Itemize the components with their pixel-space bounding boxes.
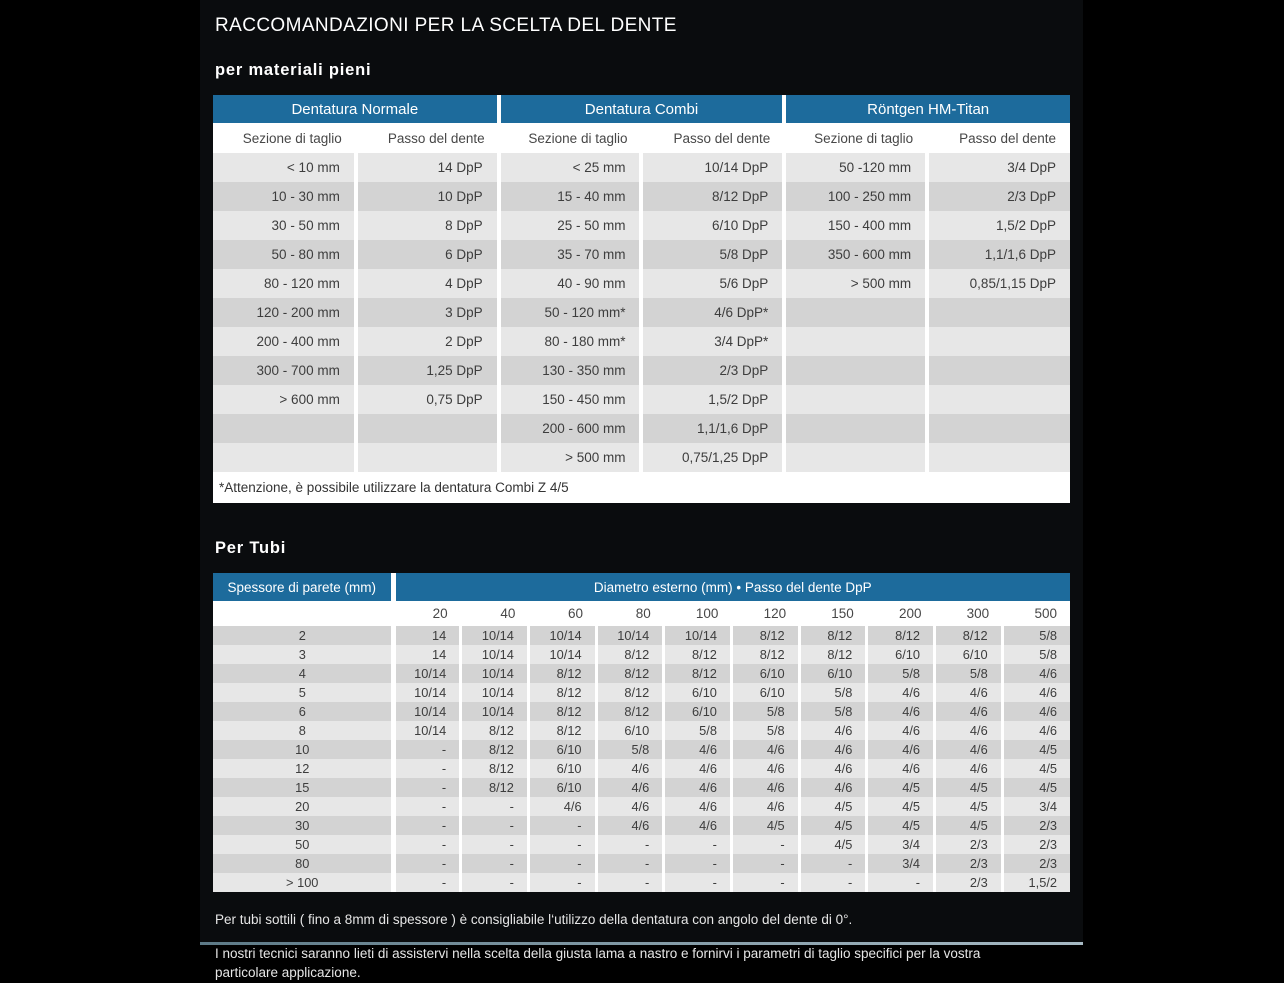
tooth-pitch-cell: 4/5 <box>935 816 1003 835</box>
tube-table-row <box>213 835 1070 854</box>
tooth-pitch-cell: 2/3 <box>935 873 1003 892</box>
wall-thickness-cell: 15 <box>213 778 393 797</box>
wall-thickness-cell: 8 <box>213 721 393 740</box>
tooth-pitch-cell: 5/8 <box>799 702 867 721</box>
tooth-pitch-cell: - <box>731 835 799 854</box>
solid-table-cell: 6/10 DpP <box>641 211 784 240</box>
tooth-pitch-cell: 8/12 <box>731 645 799 664</box>
tooth-pitch-cell: 8/12 <box>867 626 935 645</box>
group-header-roentgen-hm-titan: Röntgen HM-Titan <box>784 95 1070 123</box>
solid-table-cell: 150 - 450 mm <box>499 385 642 414</box>
section-title-tubes: Per Tubi <box>215 539 287 557</box>
solid-table-cell: 80 - 120 mm <box>213 269 356 298</box>
column-header: Passo del dente <box>356 123 499 153</box>
solid-table-cell <box>784 356 927 385</box>
tooth-pitch-cell: 10/14 <box>528 626 596 645</box>
solid-table-cell: 1,1/1,6 DpP <box>641 414 784 443</box>
tooth-pitch-cell: 8/12 <box>799 645 867 664</box>
tooth-pitch-cell: - <box>664 854 732 873</box>
solid-table-row <box>213 385 1070 414</box>
note-contact: I nostri tecnici saranno lieti di assistervi nella scelta della giusta lama a nastro e fornirvi i parametri di taglio specifici per la vostra particolare applicazione. <box>215 945 981 980</box>
solid-table-cell: 0,75/1,25 DpP <box>641 443 784 472</box>
tooth-pitch-cell: 8/12 <box>731 626 799 645</box>
solid-table-row <box>213 443 1070 472</box>
tooth-pitch-cell: 8/12 <box>528 683 596 702</box>
tooth-pitch-cell: 8/12 <box>596 683 664 702</box>
solid-table-cell <box>784 298 927 327</box>
solid-table-cell: 0,85/1,15 DpP <box>927 269 1070 298</box>
tube-table-row <box>213 721 1070 740</box>
solid-table-cell <box>784 327 927 356</box>
diameter-header-cell: 120 <box>731 601 799 626</box>
tooth-pitch-cell: - <box>393 835 461 854</box>
group-header-dentatura-normale: Dentatura Normale <box>213 95 499 123</box>
tooth-pitch-cell: - <box>461 854 529 873</box>
tooth-pitch-cell: - <box>393 816 461 835</box>
tooth-pitch-cell: 4/5 <box>799 816 867 835</box>
tooth-pitch-cell: 4/6 <box>596 778 664 797</box>
tooth-pitch-cell: - <box>664 835 732 854</box>
tooth-pitch-cell: - <box>799 854 867 873</box>
solid-table-cell: 1,25 DpP <box>356 356 499 385</box>
solid-table-row <box>213 153 1070 182</box>
solid-table-cell: 40 - 90 mm <box>499 269 642 298</box>
outer-diameter-header: Diametro esterno (mm) • Passo del dente DpP <box>393 573 1070 601</box>
tooth-pitch-cell: - <box>461 816 529 835</box>
tooth-pitch-cell: - <box>867 873 935 892</box>
wall-thickness-cell: 20 <box>213 797 393 816</box>
tube-table-header-row <box>213 573 1070 601</box>
tooth-pitch-cell: 8/12 <box>664 645 732 664</box>
solid-table-cell: 6 DpP <box>356 240 499 269</box>
tooth-pitch-cell: 4/5 <box>867 778 935 797</box>
tooth-pitch-cell: - <box>461 835 529 854</box>
solid-table-cell: 50 -120 mm <box>784 153 927 182</box>
solid-table-cell: 25 - 50 mm <box>499 211 642 240</box>
tooth-pitch-cell: 4/6 <box>1002 683 1070 702</box>
wall-thickness-cell: 50 <box>213 835 393 854</box>
solid-table-row <box>213 240 1070 269</box>
tooth-pitch-cell: 4/6 <box>1002 664 1070 683</box>
tooth-pitch-cell: 4/5 <box>867 816 935 835</box>
solid-table-cell: > 500 mm <box>784 269 927 298</box>
column-header: Passo del dente <box>927 123 1070 153</box>
diameter-header-cell: 80 <box>596 601 664 626</box>
tooth-pitch-cell: 8/12 <box>596 664 664 683</box>
wall-thickness-cell: 3 <box>213 645 393 664</box>
tube-table-diameter-row <box>213 601 1070 626</box>
solid-table-cell <box>927 327 1070 356</box>
tooth-pitch-cell: - <box>461 873 529 892</box>
tooth-pitch-cell: 5/8 <box>1002 626 1070 645</box>
tooth-pitch-cell: - <box>799 873 867 892</box>
solid-table-cell: 0,75 DpP <box>356 385 499 414</box>
solid-table-row <box>213 327 1070 356</box>
solid-table-cell: 8 DpP <box>356 211 499 240</box>
tooth-pitch-cell: - <box>393 873 461 892</box>
tooth-pitch-cell: 5/8 <box>731 721 799 740</box>
solid-table-cell: > 600 mm <box>213 385 356 414</box>
tube-table-row <box>213 683 1070 702</box>
tooth-pitch-cell: 6/10 <box>528 759 596 778</box>
tube-table-row <box>213 626 1070 645</box>
tooth-pitch-cell: 4/6 <box>935 702 1003 721</box>
tooth-pitch-cell: 5/8 <box>1002 645 1070 664</box>
solid-table-cell: 2/3 DpP <box>927 182 1070 211</box>
tooth-pitch-cell: 4/6 <box>1002 702 1070 721</box>
solid-table-cell: < 25 mm <box>499 153 642 182</box>
solid-materials-table <box>213 95 1070 503</box>
solid-table-cell: 300 - 700 mm <box>213 356 356 385</box>
diameter-header-cell: 200 <box>867 601 935 626</box>
tooth-pitch-cell: 10/14 <box>393 683 461 702</box>
solid-table-cell <box>927 414 1070 443</box>
tooth-pitch-cell: 2/3 <box>935 835 1003 854</box>
tooth-pitch-cell: - <box>393 740 461 759</box>
solid-table-cell <box>784 385 927 414</box>
tooth-pitch-cell: 4/6 <box>867 702 935 721</box>
page-title: RACCOMANDAZIONI PER LA SCELTA DEL DENTE <box>215 15 677 36</box>
solid-table-cell: 8/12 DpP <box>641 182 784 211</box>
solid-table-cell <box>784 443 927 472</box>
tooth-pitch-cell: 10/14 <box>393 702 461 721</box>
tooth-pitch-cell: - <box>731 854 799 873</box>
tooth-pitch-cell: 8/12 <box>935 626 1003 645</box>
tooth-pitch-cell: - <box>528 816 596 835</box>
column-header: Sezione di taglio <box>499 123 642 153</box>
wall-thickness-cell: 5 <box>213 683 393 702</box>
solid-table-cell: 10/14 DpP <box>641 153 784 182</box>
diameter-header-cell: 20 <box>393 601 461 626</box>
tooth-pitch-cell: 6/10 <box>528 740 596 759</box>
tooth-pitch-cell: 4/6 <box>935 683 1003 702</box>
tooth-pitch-cell: 10/14 <box>461 664 529 683</box>
tooth-pitch-cell: 4/6 <box>528 797 596 816</box>
tooth-pitch-cell: 4/6 <box>596 797 664 816</box>
wall-thickness-cell: 6 <box>213 702 393 721</box>
solid-table-cell: 15 - 40 mm <box>499 182 642 211</box>
solid-table-cell: 5/8 DpP <box>641 240 784 269</box>
tooth-pitch-cell: - <box>596 835 664 854</box>
tooth-pitch-cell: 8/12 <box>664 664 732 683</box>
tooth-pitch-cell: 4/6 <box>935 759 1003 778</box>
tube-table-row <box>213 778 1070 797</box>
tube-table-row <box>213 816 1070 835</box>
wall-thickness-cell: 2 <box>213 626 393 645</box>
tooth-pitch-cell: 6/10 <box>935 645 1003 664</box>
tooth-pitch-cell: 3/4 <box>867 854 935 873</box>
tube-table-row <box>213 702 1070 721</box>
tooth-pitch-cell: 14 <box>393 626 461 645</box>
tooth-pitch-cell: 10/14 <box>461 626 529 645</box>
wall-thickness-cell: > 100 <box>213 873 393 892</box>
diameter-header-cell: 150 <box>799 601 867 626</box>
tooth-pitch-cell: 5/8 <box>596 740 664 759</box>
solid-table-row <box>213 298 1070 327</box>
solid-table-cell <box>927 356 1070 385</box>
solid-table-cell: 50 - 120 mm* <box>499 298 642 327</box>
wall-thickness-cell: 30 <box>213 816 393 835</box>
diameter-header-cell: 300 <box>935 601 1003 626</box>
tooth-pitch-cell: 5/8 <box>664 721 732 740</box>
solid-table-cell: < 10 mm <box>213 153 356 182</box>
solid-table-cell: 4/6 DpP* <box>641 298 784 327</box>
tooth-pitch-cell: 4/5 <box>799 797 867 816</box>
tooth-pitch-cell: 4/5 <box>799 835 867 854</box>
solid-table-row <box>213 356 1070 385</box>
tooth-pitch-cell: 3/4 <box>1002 797 1070 816</box>
tooth-pitch-cell: 2/3 <box>1002 816 1070 835</box>
tooth-pitch-cell: 6/10 <box>528 778 596 797</box>
solid-table-cell <box>213 443 356 472</box>
wall-thickness-cell: 10 <box>213 740 393 759</box>
tooth-pitch-cell: 4/6 <box>596 759 664 778</box>
wall-thickness-cell: 12 <box>213 759 393 778</box>
tooth-pitch-cell: 10/14 <box>461 683 529 702</box>
solid-table-cell: 150 - 400 mm <box>784 211 927 240</box>
solid-table-cell: 350 - 600 mm <box>784 240 927 269</box>
tooth-pitch-cell: 4/6 <box>935 721 1003 740</box>
solid-table-cell: 2/3 DpP <box>641 356 784 385</box>
tooth-pitch-cell: 2/3 <box>1002 854 1070 873</box>
solid-table-cell: 1,1/1,6 DpP <box>927 240 1070 269</box>
solid-table-cell: 200 - 400 mm <box>213 327 356 356</box>
tooth-pitch-cell: 4/5 <box>1002 778 1070 797</box>
tooth-pitch-cell: 8/12 <box>461 721 529 740</box>
column-header: Sezione di taglio <box>784 123 927 153</box>
solid-table-cell <box>927 443 1070 472</box>
tooth-pitch-cell: 10/14 <box>664 626 732 645</box>
wall-thickness-cell: 80 <box>213 854 393 873</box>
tooth-pitch-cell: 8/12 <box>596 702 664 721</box>
tube-table-row <box>213 645 1070 664</box>
tooth-pitch-cell: - <box>528 854 596 873</box>
solid-table-row <box>213 211 1070 240</box>
solid-table-cell: 14 DpP <box>356 153 499 182</box>
solid-table-cell: 3 DpP <box>356 298 499 327</box>
tooth-pitch-cell: 4/5 <box>867 797 935 816</box>
tooth-pitch-cell: 4/5 <box>935 797 1003 816</box>
column-header: Passo del dente <box>641 123 784 153</box>
tooth-pitch-cell: 4/6 <box>664 759 732 778</box>
solid-table-cell: 80 - 180 mm* <box>499 327 642 356</box>
tooth-pitch-cell: 8/12 <box>528 702 596 721</box>
tooth-pitch-cell: 4/6 <box>731 797 799 816</box>
tooth-pitch-cell: 4/6 <box>799 778 867 797</box>
tooth-pitch-cell: 5/8 <box>935 664 1003 683</box>
tooth-pitch-cell: 4/6 <box>664 816 732 835</box>
tooth-pitch-cell: 4/6 <box>731 759 799 778</box>
tooth-pitch-cell: 4/6 <box>664 797 732 816</box>
tube-table-body <box>213 626 1070 892</box>
tooth-pitch-cell: 4/6 <box>935 740 1003 759</box>
diameter-header-cell: 500 <box>1002 601 1070 626</box>
note-thin-tubes: Per tubi sottili ( fino a 8mm di spessore ) è consigliabile l‘utilizzo della dentatura con angolo del dente di 0°. <box>215 912 853 927</box>
diameter-header-cell: 60 <box>528 601 596 626</box>
tooth-pitch-cell: 8/12 <box>528 664 596 683</box>
tube-table-row <box>213 740 1070 759</box>
tooth-pitch-cell: 4/6 <box>1002 721 1070 740</box>
tooth-pitch-cell: 8/12 <box>461 759 529 778</box>
tooth-pitch-cell: 8/12 <box>799 626 867 645</box>
wall-thickness-header: Spessore di parete (mm) <box>213 573 393 601</box>
tooth-pitch-cell: 4/5 <box>1002 759 1070 778</box>
solid-table-cell: 120 - 200 mm <box>213 298 356 327</box>
tooth-pitch-cell: 2/3 <box>1002 835 1070 854</box>
tooth-pitch-cell: 8/12 <box>596 645 664 664</box>
solid-table-row <box>213 269 1070 298</box>
column-header: Sezione di taglio <box>213 123 356 153</box>
tooth-pitch-cell: 4/6 <box>664 778 732 797</box>
solid-table-cell: 100 - 250 mm <box>784 182 927 211</box>
tooth-pitch-cell: 4/6 <box>799 740 867 759</box>
tooth-pitch-cell: - <box>393 797 461 816</box>
tooth-pitch-cell: 1,5/2 <box>1002 873 1070 892</box>
solid-table-footnote: *Attenzione, è possibile utilizzare la dentatura Combi Z 4/5 <box>213 472 1070 503</box>
section-title-solid-materials: per materiali pieni <box>215 61 372 79</box>
tooth-pitch-cell: 4/6 <box>867 721 935 740</box>
solid-table-cell <box>784 414 927 443</box>
solid-table-cell <box>356 443 499 472</box>
tooth-pitch-cell: 4/6 <box>799 759 867 778</box>
tooth-pitch-cell: - <box>393 778 461 797</box>
tooth-pitch-cell: - <box>731 873 799 892</box>
solid-table-cell: 3/4 DpP* <box>641 327 784 356</box>
solid-table-column-header-row <box>213 123 1070 153</box>
solid-table-cell: > 500 mm <box>499 443 642 472</box>
tooth-pitch-cell: 4/5 <box>935 778 1003 797</box>
solid-table-cell: 10 - 30 mm <box>213 182 356 211</box>
tooth-pitch-cell: - <box>528 873 596 892</box>
solid-table-cell: 3/4 DpP <box>927 153 1070 182</box>
solid-table-cell <box>927 298 1070 327</box>
solid-table-cell: 5/6 DpP <box>641 269 784 298</box>
solid-table-cell: 4 DpP <box>356 269 499 298</box>
tooth-pitch-cell: 6/10 <box>799 664 867 683</box>
solid-table-cell <box>356 414 499 443</box>
tooth-pitch-cell: 4/5 <box>731 816 799 835</box>
tooth-pitch-cell: - <box>528 835 596 854</box>
tooth-pitch-cell: - <box>461 797 529 816</box>
tooth-pitch-cell: 6/10 <box>731 683 799 702</box>
tooth-pitch-cell: 14 <box>393 645 461 664</box>
solid-table-row <box>213 182 1070 211</box>
tooth-pitch-cell: 10/14 <box>461 702 529 721</box>
wall-thickness-cell: 4 <box>213 664 393 683</box>
content-panel <box>200 0 1083 980</box>
tooth-pitch-cell: 10/14 <box>461 645 529 664</box>
solid-table-group-header-row <box>213 95 1070 123</box>
solid-table-cell: 50 - 80 mm <box>213 240 356 269</box>
solid-table-cell: 35 - 70 mm <box>499 240 642 269</box>
tubes-table <box>213 573 1070 892</box>
tooth-pitch-cell: 3/4 <box>867 835 935 854</box>
tooth-pitch-cell: 2/3 <box>935 854 1003 873</box>
tooth-pitch-cell: 4/6 <box>799 721 867 740</box>
tooth-pitch-cell: - <box>393 854 461 873</box>
solid-table-cell: 30 - 50 mm <box>213 211 356 240</box>
solid-table-cell: 130 - 350 mm <box>499 356 642 385</box>
group-header-dentatura-combi: Dentatura Combi <box>499 95 785 123</box>
tooth-pitch-cell: - <box>596 854 664 873</box>
solid-table-row <box>213 414 1070 443</box>
tooth-pitch-cell: 10/14 <box>596 626 664 645</box>
empty-corner-cell <box>213 601 393 626</box>
tooth-pitch-cell: 8/12 <box>461 740 529 759</box>
solid-table-cell <box>927 385 1070 414</box>
tooth-pitch-cell: 8/12 <box>528 721 596 740</box>
tooth-pitch-cell: 4/6 <box>731 740 799 759</box>
tooth-pitch-cell: - <box>596 873 664 892</box>
solid-table-cell: 2 DpP <box>356 327 499 356</box>
diameter-header-cell: 40 <box>461 601 529 626</box>
tooth-pitch-cell: 8/12 <box>461 778 529 797</box>
tube-table-row <box>213 664 1070 683</box>
diameter-header-cell: 100 <box>664 601 732 626</box>
tooth-pitch-cell: 5/8 <box>731 702 799 721</box>
tooth-pitch-cell: 6/10 <box>867 645 935 664</box>
tube-table-row <box>213 854 1070 873</box>
tube-table-row <box>213 759 1070 778</box>
tooth-pitch-cell: 10/14 <box>393 664 461 683</box>
tube-table-row <box>213 797 1070 816</box>
tooth-pitch-cell: 4/6 <box>596 816 664 835</box>
tooth-pitch-cell: 4/6 <box>867 759 935 778</box>
tooth-pitch-cell: 10/14 <box>393 721 461 740</box>
solid-table-body <box>213 153 1070 472</box>
tube-table-row <box>213 873 1070 892</box>
tooth-pitch-cell: 4/6 <box>867 683 935 702</box>
solid-table-footnote-row <box>213 472 1070 503</box>
tooth-pitch-cell: 6/10 <box>596 721 664 740</box>
tooth-pitch-cell: 6/10 <box>664 683 732 702</box>
tooth-pitch-cell: - <box>664 873 732 892</box>
tooth-pitch-cell: 6/10 <box>664 702 732 721</box>
tooth-pitch-cell: 4/6 <box>664 740 732 759</box>
tooth-pitch-cell: 4/5 <box>1002 740 1070 759</box>
tooth-pitch-cell: 4/6 <box>867 740 935 759</box>
tooth-pitch-cell: 4/6 <box>731 778 799 797</box>
tooth-pitch-cell: 10/14 <box>528 645 596 664</box>
tooth-pitch-cell: 5/8 <box>867 664 935 683</box>
solid-table-cell: 1,5/2 DpP <box>927 211 1070 240</box>
solid-table-cell <box>213 414 356 443</box>
solid-table-cell: 10 DpP <box>356 182 499 211</box>
solid-table-cell: 1,5/2 DpP <box>641 385 784 414</box>
tooth-pitch-cell: - <box>393 759 461 778</box>
solid-table-cell: 200 - 600 mm <box>499 414 642 443</box>
tooth-pitch-cell: 6/10 <box>731 664 799 683</box>
tooth-pitch-cell: 5/8 <box>799 683 867 702</box>
